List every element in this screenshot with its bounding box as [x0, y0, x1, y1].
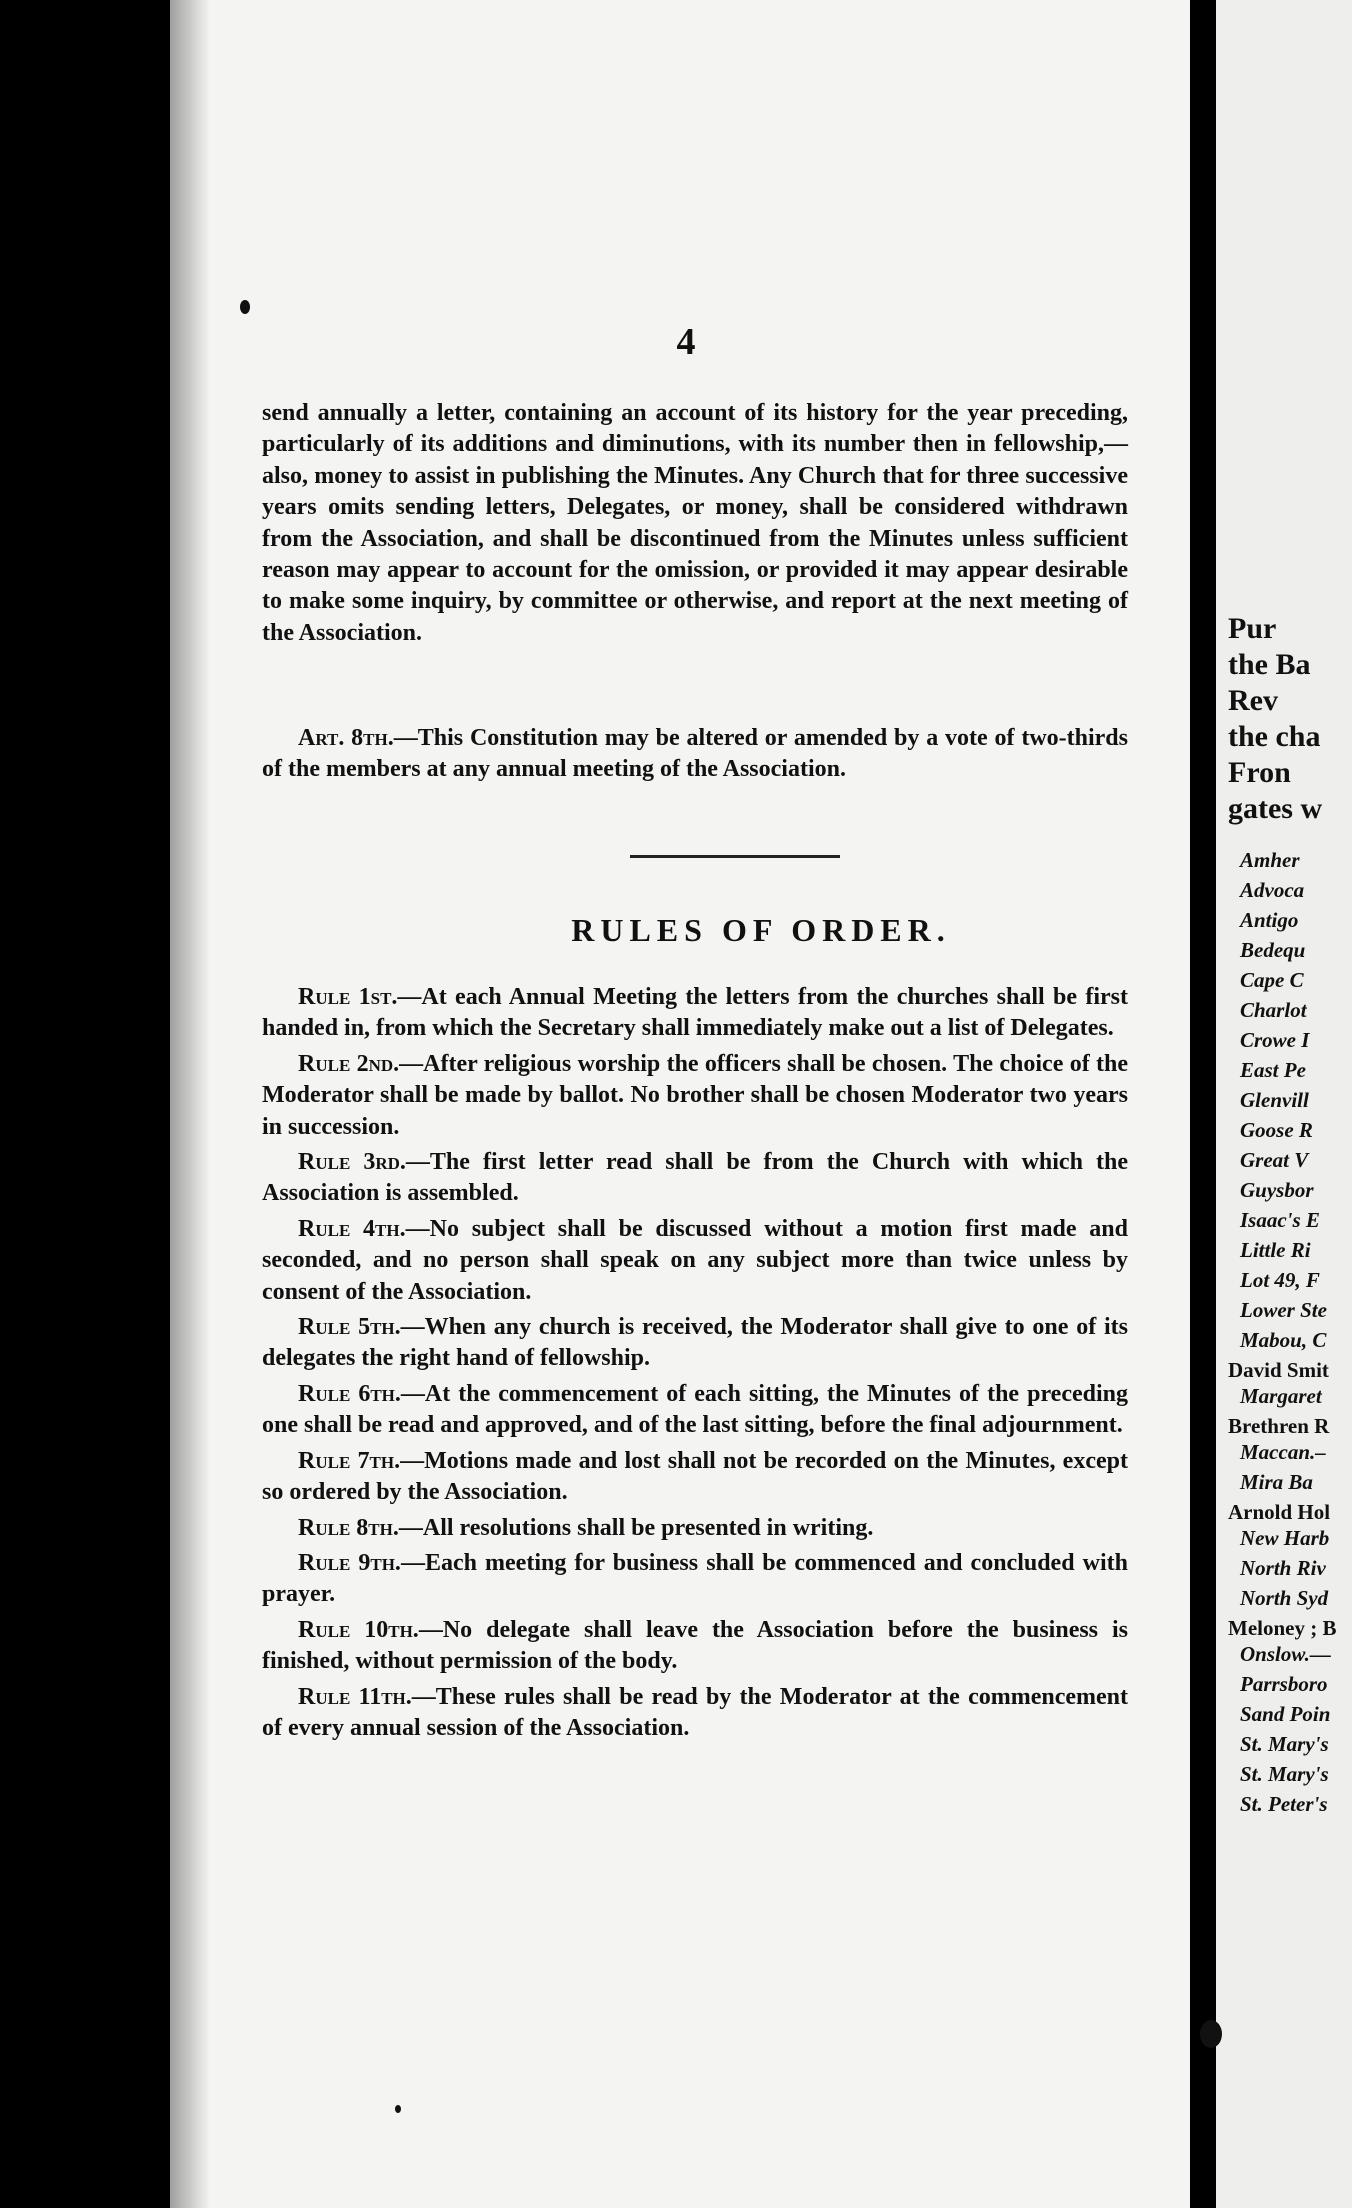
rule-text: —Each meeting for business shall be commenced and concluded with prayer. [262, 1549, 1128, 1608]
rule-label: Rule 1st. [298, 984, 398, 1010]
facing-page-line: East Pe [1240, 1058, 1306, 1082]
page-number: 4 [676, 321, 696, 363]
facing-page-line: North Riv [1240, 1556, 1326, 1580]
rule-text: —All resolutions shall be presented in writing. [398, 1514, 874, 1541]
facing-page-line: Sand Poin [1240, 1702, 1331, 1726]
article-8-label: Art. 8th. [298, 725, 394, 751]
rule-item [262, 1682, 1128, 1745]
facing-page-line: Advoca [1240, 878, 1305, 902]
facing-page-line: Crowe I [1240, 1028, 1310, 1052]
facing-page-line: North Syd [1240, 1586, 1329, 1610]
rules-of-order-list [262, 982, 1128, 1748]
rule-item [262, 982, 1128, 1045]
facing-page-line: gates w [1228, 792, 1323, 825]
article-8-text: —This Constitution may be altered or amended by a vote of two-thirds of the members at any annual meeting of the Association. [262, 725, 1128, 783]
facing-page-line: Charlot [1240, 998, 1307, 1022]
rule-text: —At the commencement of each sitting, the Minutes of the preceding one shall be read and approved, and of the last sitting, before the final adjournment. [262, 1380, 1128, 1439]
facing-page-line: St. Peter's [1240, 1792, 1328, 1816]
rule-item [262, 1214, 1128, 1308]
continuation-paragraph: send annually a letter, containing an account of its history for the year preceding, particularly of its additions and diminutions, with its number then in fellowship,—also, money to assist in publishing the Minutes. Any Church that for three successive years omits sending letters, Delegates, or money, shall be considered withdrawn from the Association, and shall be discontinued from the Minutes unless sufficient reason may appear to account for the omission, or provided it may appear desirable to make some inquiry, by committee or otherwise, and report at the next meeting of the Association. [262, 400, 1128, 646]
facing-page-line: Bedequ [1240, 938, 1306, 962]
facing-page-line: Great V [1240, 1148, 1309, 1172]
ink-speck [1200, 2020, 1222, 2048]
facing-page-line: Lower Ste [1240, 1298, 1327, 1322]
facing-page-line: Goose R [1240, 1118, 1313, 1142]
facing-page-line: Meloney ; B [1228, 1616, 1337, 1640]
facing-page-line: David Smit [1228, 1358, 1329, 1382]
rule-label: Rule 8th. [298, 1514, 399, 1541]
facing-page-line: Arnold Hol [1228, 1500, 1331, 1524]
facing-page-line: Mira Ba [1240, 1470, 1313, 1494]
rule-text: —The first letter read shall be from the Church with which the Association is assembled. [262, 1149, 1128, 1207]
facing-page-line: Little Ri [1240, 1238, 1311, 1262]
rule-item [262, 1147, 1128, 1210]
rule-item [262, 1548, 1128, 1611]
facing-page-line: Maccan.– [1240, 1440, 1326, 1464]
rule-item [262, 1049, 1128, 1143]
facing-page-line: Brethren R [1228, 1414, 1330, 1438]
rule-label: Rule 11th. [298, 1683, 412, 1710]
facing-page-line: the Ba [1228, 648, 1311, 681]
rule-text: —At each Annual Meeting the letters from the churches shall be first handed in, from which the Secretary shall immediately make out a list of Delegates. [262, 984, 1128, 1042]
rules-of-order-heading: RULES OF ORDER. [571, 912, 951, 948]
facing-page-line: Guysbor [1240, 1178, 1314, 1202]
facing-page-line: St. Mary's [1240, 1762, 1329, 1786]
rule-label: Rule 10th. [298, 1616, 419, 1643]
rule-text: —When any church is received, the Moderator shall give to one of its delegates the right hand of fellowship. [262, 1314, 1128, 1372]
rule-text: —No subject shall be discussed without a motion first made and seconded, and no person shall speak on any subject more than twice unless by consent of the Association. [262, 1215, 1128, 1305]
facing-page-line: the cha [1228, 720, 1321, 753]
facing-page-line: Onslow.— [1240, 1642, 1331, 1666]
rule-text: —No delegate shall leave the Association before the business is finished, without permission of the body. [262, 1616, 1128, 1675]
ink-speck [395, 2105, 401, 2113]
facing-page-line: Parrsboro [1240, 1672, 1328, 1696]
rule-label: Rule 2nd. [298, 1050, 400, 1077]
facing-page-line: St. Mary's [1240, 1732, 1329, 1756]
rule-item [262, 1615, 1128, 1678]
facing-page-line: Mabou, C [1240, 1328, 1327, 1352]
rule-text: —After religious worship the officers shall be chosen. The choice of the Moderator shall be made by ballot. No brother shall be chosen Moderator two years in succession. [262, 1050, 1128, 1140]
rule-item [262, 1379, 1128, 1442]
facing-page-line: Margaret [1240, 1384, 1322, 1408]
rule-item [262, 1446, 1128, 1509]
rule-label: Rule 6th. [298, 1380, 401, 1407]
rule-label: Rule 4th. [298, 1215, 406, 1242]
rule-item [262, 1312, 1128, 1375]
facing-page-line: Rev [1228, 684, 1278, 717]
constitution-continuation [262, 398, 1128, 649]
facing-page-line: Isaac's E [1240, 1208, 1320, 1232]
rule-label: Rule 9th. [298, 1549, 401, 1576]
rule-label: Rule 3rd. [298, 1149, 406, 1176]
facing-page-line: Pur [1228, 612, 1277, 645]
facing-page-line: Glenvill [1240, 1088, 1309, 1112]
facing-page-line: Amher [1240, 848, 1300, 872]
rule-text: —Motions made and lost shall not be recorded on the Minutes, except so ordered by the Association. [262, 1447, 1128, 1506]
facing-page-line: Antigo [1240, 908, 1299, 932]
rule-label: Rule 5th. [298, 1314, 401, 1341]
facing-page-line: New Harb [1240, 1526, 1330, 1550]
facing-page-line: Cape C [1240, 968, 1304, 992]
facing-page-line: Lot 49, F [1240, 1268, 1320, 1292]
rule-text: —These rules shall be read by the Moderator at the commencement of every annual session of the Association. [262, 1683, 1128, 1741]
rule-label: Rule 7th. [298, 1447, 401, 1474]
ink-speck [240, 300, 250, 314]
article-8 [262, 723, 1128, 786]
rule-item [262, 1513, 1128, 1544]
section-divider [630, 855, 840, 858]
facing-page-line: Fron [1228, 756, 1291, 789]
